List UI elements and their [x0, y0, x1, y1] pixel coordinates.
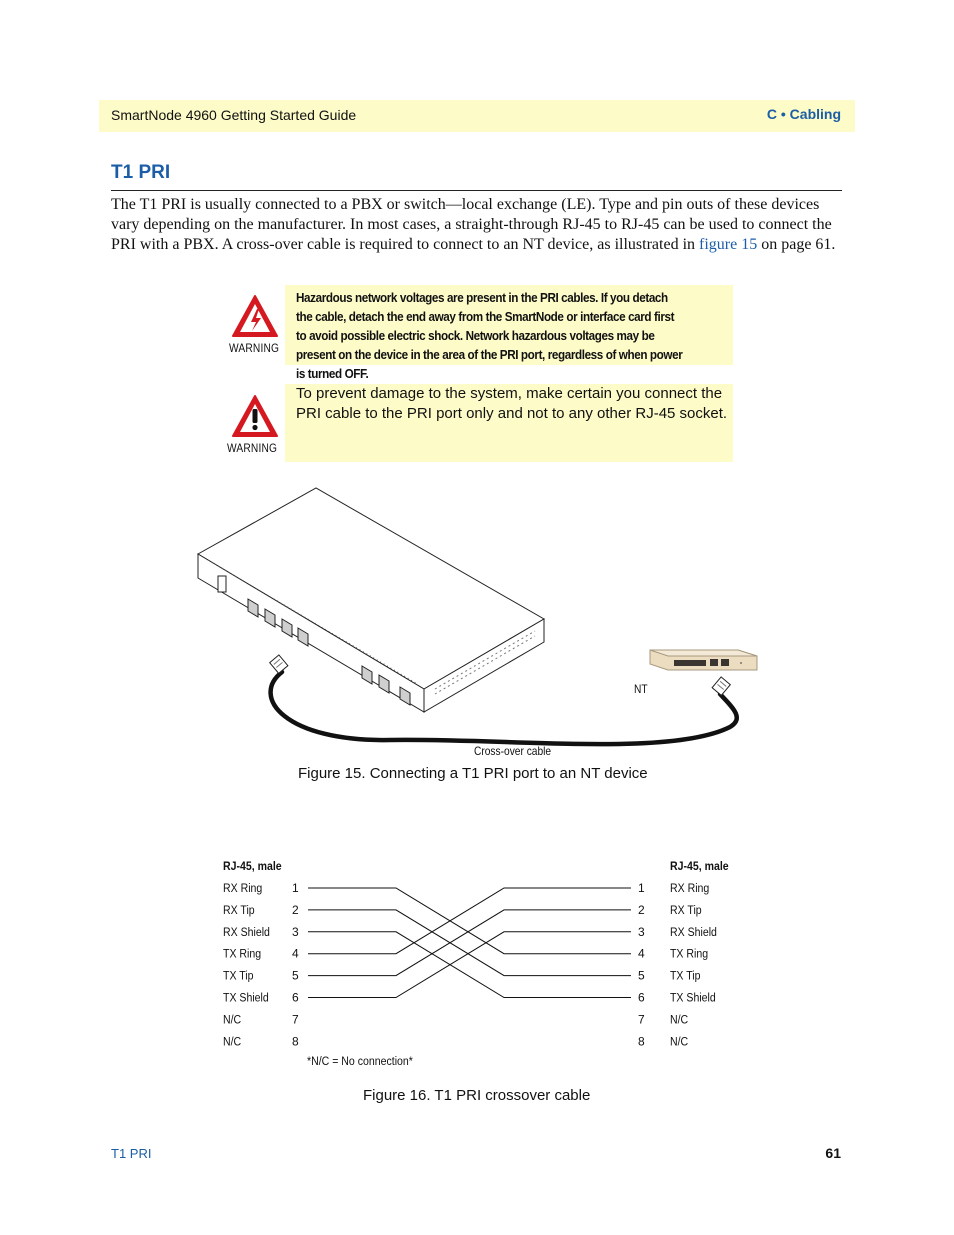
left-pin-number: 7: [292, 1012, 299, 1027]
right-pin-name: RX Ring: [670, 882, 710, 896]
left-pin-name: N/C: [223, 1035, 242, 1049]
left-pin-number: 2: [292, 902, 299, 917]
left-pin-name: TX Shield: [223, 991, 269, 1005]
left-pin-name: N/C: [223, 1013, 242, 1027]
left-pin-number: 3: [292, 924, 299, 939]
warning-box-1: [285, 285, 733, 381]
crossover-wires: [308, 888, 631, 998]
wire-pin-5-to-2: [308, 910, 631, 976]
right-pin-name: RX Shield: [670, 926, 717, 939]
warning-box-2: [285, 384, 733, 462]
right-connector-header: RJ-45, male: [670, 860, 729, 874]
figure-15-link[interactable]: figure 15: [699, 236, 758, 253]
warning-label-2: WARNING: [227, 441, 278, 455]
right-pin-number: 1: [638, 881, 645, 895]
right-pin-name: RX Tip: [670, 904, 702, 918]
nt-device: [650, 650, 757, 670]
cable-label: Cross-over cable: [474, 744, 552, 758]
nc-note: *N/C = No connection*: [307, 1055, 413, 1069]
figure-15-caption: Figure 15. Connecting a T1 PRI port to an NT device: [298, 765, 648, 782]
rj45-plug-left: [270, 655, 288, 673]
running-header: [99, 100, 855, 132]
pin-rows: [223, 881, 717, 1048]
right-pin-name: TX Tip: [670, 970, 701, 983]
nt-label: NT: [634, 682, 648, 696]
right-pin-number: 8: [638, 1034, 645, 1049]
section-title: T1 PRI: [111, 162, 171, 183]
left-pin-name: RX Shield: [223, 926, 270, 939]
page-number: 61: [825, 1145, 841, 1161]
left-pin-name: RX Tip: [223, 904, 255, 918]
right-pin-name: N/C: [670, 1013, 689, 1027]
left-pin-number: 5: [292, 968, 299, 983]
right-pin-number: 6: [638, 990, 645, 1005]
wire-pin-2-to-5: [308, 910, 631, 976]
left-pin-number: 1: [292, 881, 299, 895]
figure-15-illustration: [190, 482, 770, 762]
body-text-before-link: The T1 PRI is usually connected to a PBX or switch—local exchange (LE). Type and pin outs of these devices vary depending on the manufacturer. In most cases, a straight-through RJ-45 to RJ-45 can be used to connect the PRI with a PBX. A cross-over cable is required to connect to an NT device, as illustrated in: [111, 196, 832, 253]
header-section: C • Cabling: [766, 106, 841, 122]
left-pin-number: 8: [292, 1034, 299, 1049]
title-rule: [111, 190, 842, 191]
header-doc-title: SmartNode 4960 Getting Started Guide: [111, 107, 357, 123]
left-pin-number: 4: [292, 946, 299, 961]
right-pin-number: 5: [638, 968, 645, 983]
right-pin-name: N/C: [670, 1035, 689, 1049]
right-pin-name: TX Ring: [670, 948, 709, 961]
right-pin-number: 4: [638, 946, 645, 961]
exclamation-warning-icon: [231, 394, 279, 438]
left-pin-number: 6: [292, 990, 299, 1005]
warning-label-1: WARNING: [229, 341, 280, 355]
wire-pin-4-to-1: [308, 888, 631, 954]
left-pin-name: RX Ring: [223, 882, 263, 896]
warning-text-1: Hazardous network voltages are present in the PRI cables. If you detach the cable, detach the end away from the SmartNode or interface card first to avoid possible electric shock. Network hazardous voltages may be present on the device in the area of the PRI port, regardless of when power is turned OFF.: [296, 290, 683, 381]
right-pin-name: TX Shield: [670, 991, 716, 1005]
figure-16-caption: Figure 16. T1 PRI crossover cable: [363, 1087, 591, 1104]
figure-16-pinout-diagram: [218, 852, 748, 1072]
left-pin-name: TX Ring: [223, 948, 262, 961]
warning-text-2: To prevent damage to the system, make certain you connect the PRI cable to the PRI port only and not to any other RJ-45 socket.: [296, 385, 728, 422]
right-pin-number: 2: [638, 902, 645, 917]
right-pin-number: 7: [638, 1012, 645, 1027]
right-pin-number: 3: [638, 924, 645, 939]
body-text-after-link: on page 61.: [757, 236, 836, 253]
left-connector-header: RJ-45, male: [223, 860, 282, 874]
rj45-plug-right: [712, 677, 730, 695]
footer-section: T1 PRI: [111, 1146, 152, 1161]
electrical-hazard-icon: [231, 294, 279, 338]
wire-pin-3-to-6: [308, 932, 631, 998]
wire-pin-6-to-3: [308, 932, 631, 998]
left-pin-name: TX Tip: [223, 970, 254, 983]
wire-pin-1-to-4: [308, 888, 631, 954]
body-paragraph: [111, 195, 842, 255]
